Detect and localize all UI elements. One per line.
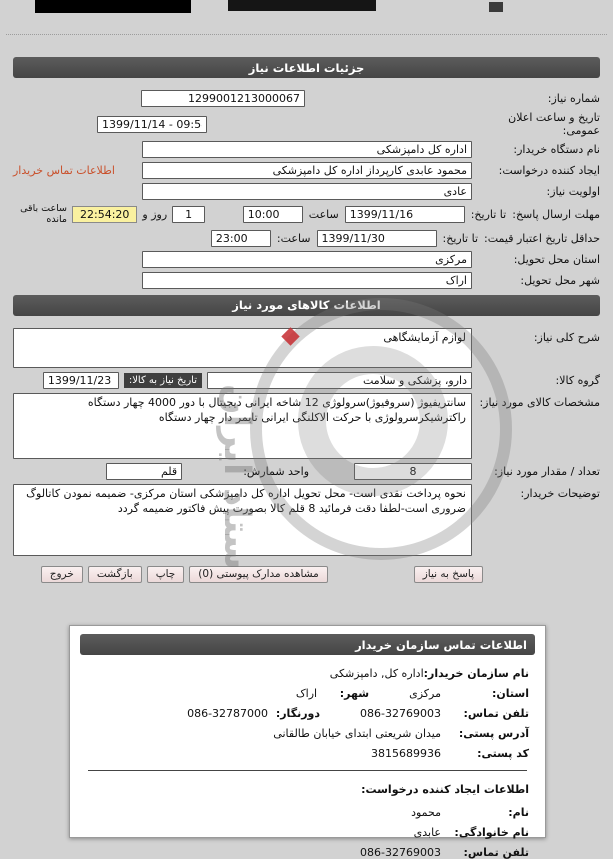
days-text: روز و — [142, 208, 168, 222]
need-number-input[interactable] — [141, 90, 305, 107]
respond-button[interactable]: پاسخ به نیاز — [414, 566, 483, 583]
creator-firstname-value: محمود — [411, 806, 441, 819]
goods-group-label: گروه کالا: — [555, 373, 600, 387]
org-phone-row — [86, 707, 529, 720]
response-deadline-row — [13, 204, 600, 226]
request-creator-input[interactable] — [142, 162, 472, 179]
need-details-form — [13, 78, 600, 295]
buyer-contact-panel — [69, 625, 546, 859]
need-description-row — [13, 328, 600, 368]
goods-need-date-label: تاریخ نیاز به کالا: — [124, 373, 202, 388]
panel-divider — [88, 770, 527, 771]
delivery-province-input[interactable] — [142, 251, 472, 268]
price-validity-label: حداقل تاریخ اعتبار قیمت: — [484, 231, 600, 245]
creator-lastname-value: عابدی — [413, 826, 441, 839]
quantity-input[interactable] — [354, 463, 472, 480]
contact-panel-title: اطلاعات تماس سازمان خریدار — [355, 637, 527, 652]
org-name-row — [86, 667, 529, 680]
goods-need-date-input[interactable] — [43, 372, 119, 389]
validity-time-input[interactable] — [211, 230, 271, 247]
need-description-label: شرح کلی نیاز: — [533, 330, 600, 344]
priority-row — [13, 183, 600, 200]
unit-label: واحد شمارش: — [243, 464, 309, 478]
days-remaining-input[interactable] — [172, 206, 205, 223]
delivery-city-row — [13, 272, 600, 289]
countdown-group — [13, 204, 205, 226]
org-name-value: اداره کل, دامپزشکی — [329, 667, 424, 680]
org-phone-value: 086-32769003 — [360, 707, 441, 720]
section-header-goods-info — [13, 295, 600, 316]
section-header-need-details — [13, 57, 600, 78]
org-province-label: استان: — [492, 687, 529, 700]
until-date-label: تا تاریخ: — [470, 208, 507, 222]
request-creator-label: ایجاد کننده درخواست: — [498, 164, 600, 177]
priority-label: اولویت نیاز: — [546, 185, 600, 198]
deadline-time-input[interactable] — [243, 206, 303, 223]
contact-panel-header — [80, 634, 535, 655]
section-title: اطلاعات کالاهای مورد نیاز — [232, 298, 381, 313]
announce-datetime-input[interactable] — [97, 116, 207, 133]
org-postal-value: 3815689936 — [371, 747, 441, 760]
org-city-value: اراک — [295, 687, 318, 700]
org-fax-value: 086-32787000 — [187, 707, 269, 720]
announce-datetime-row — [13, 111, 600, 137]
creator-lastname-label: نام خانوادگی: — [454, 826, 529, 839]
org-province-value: مرکزی — [409, 687, 441, 700]
view-attachments-button[interactable]: مشاهده مدارک پیوستی (0) — [189, 566, 327, 583]
org-location-row — [86, 687, 529, 700]
buyer-org-label: نام دستگاه خریدار: — [513, 143, 600, 156]
priority-input[interactable] — [142, 183, 472, 200]
goods-specs-row — [13, 393, 600, 459]
quantity-label: تعداد / مقدار مورد نیاز: — [494, 464, 600, 478]
delivery-city-input[interactable] — [142, 272, 472, 289]
creator-firstname-row — [86, 806, 529, 819]
validity-date-input[interactable] — [317, 230, 437, 247]
remaining-text: ساعت باقی مانده — [20, 203, 67, 225]
creator-lastname-row — [86, 826, 529, 839]
goods-specs-textarea[interactable] — [13, 393, 472, 459]
org-fax-label: دورنگار: — [275, 707, 321, 720]
buyer-notes-row — [13, 484, 600, 556]
request-creator-row — [13, 162, 600, 179]
org-city-label: شهر: — [339, 687, 370, 700]
org-postal-row — [86, 747, 529, 760]
creator-phone-row — [86, 846, 529, 859]
org-postal-label: کد پستی: — [477, 747, 529, 760]
delivery-province-label: استان محل تحویل: — [513, 252, 600, 266]
deadline-date-input[interactable] — [345, 206, 465, 223]
buyer-org-row — [13, 141, 600, 158]
deadline-hour-label: ساعت — [308, 208, 339, 222]
need-number-row — [13, 90, 600, 107]
countdown-timer: 22:54:20 — [72, 206, 137, 223]
creator-firstname-label: نام: — [508, 806, 529, 819]
validity-hour-label: ساعت: — [276, 231, 311, 245]
need-number-label: شماره نیاز: — [547, 92, 600, 105]
buyer-org-input[interactable] — [142, 141, 472, 158]
goods-group-input[interactable] — [207, 372, 472, 389]
announce-datetime-label: تاریخ و ساعت اعلان عمومی: — [508, 111, 600, 137]
goods-group-row — [13, 372, 600, 389]
creator-info-title: اطلاعات ایجاد کننده درخواست: — [361, 783, 529, 796]
org-phone-label: تلفن تماس: — [463, 707, 529, 720]
org-address-label: آدرس پستی: — [458, 727, 529, 740]
goods-info-form — [13, 316, 600, 585]
need-description-textarea[interactable] — [13, 328, 472, 368]
unit-input[interactable] — [106, 463, 182, 480]
back-button[interactable]: بازگشت — [88, 566, 142, 583]
delivery-city-label: شهر محل تحویل: — [520, 273, 600, 287]
action-buttons-row — [13, 566, 600, 583]
exit-button[interactable]: خروج — [41, 566, 83, 583]
org-address-value: میدان شریعتی ابتدای خیابان طالقانی — [273, 727, 441, 740]
contact-panel-body — [80, 655, 535, 859]
validity-until-label: تا تاریخ: — [442, 231, 479, 245]
buyer-notes-label: توضیحات خریدار: — [520, 486, 600, 500]
section-title: جزئیات اطلاعات نیاز — [248, 60, 365, 75]
delivery-province-row — [13, 251, 600, 268]
price-validity-row — [13, 230, 600, 247]
response-deadline-label: مهلت ارسال پاسخ: — [512, 208, 600, 222]
buyer-contact-link[interactable]: اطلاعات تماس خریدار — [13, 164, 115, 177]
watermark-text: ستاد ایران — [216, 384, 257, 570]
quantity-row — [13, 463, 600, 480]
creator-phone-label: تلفن تماس: — [463, 846, 529, 859]
goods-specs-label: مشخصات کالای مورد نیاز: — [479, 395, 600, 409]
print-button[interactable]: چاپ — [147, 566, 185, 583]
buyer-notes-textarea[interactable] — [13, 484, 472, 556]
creator-phone-value: 086-32769003 — [360, 846, 441, 859]
org-address-row — [86, 727, 529, 740]
org-name-label: نام سازمان خریدار: — [423, 667, 529, 680]
